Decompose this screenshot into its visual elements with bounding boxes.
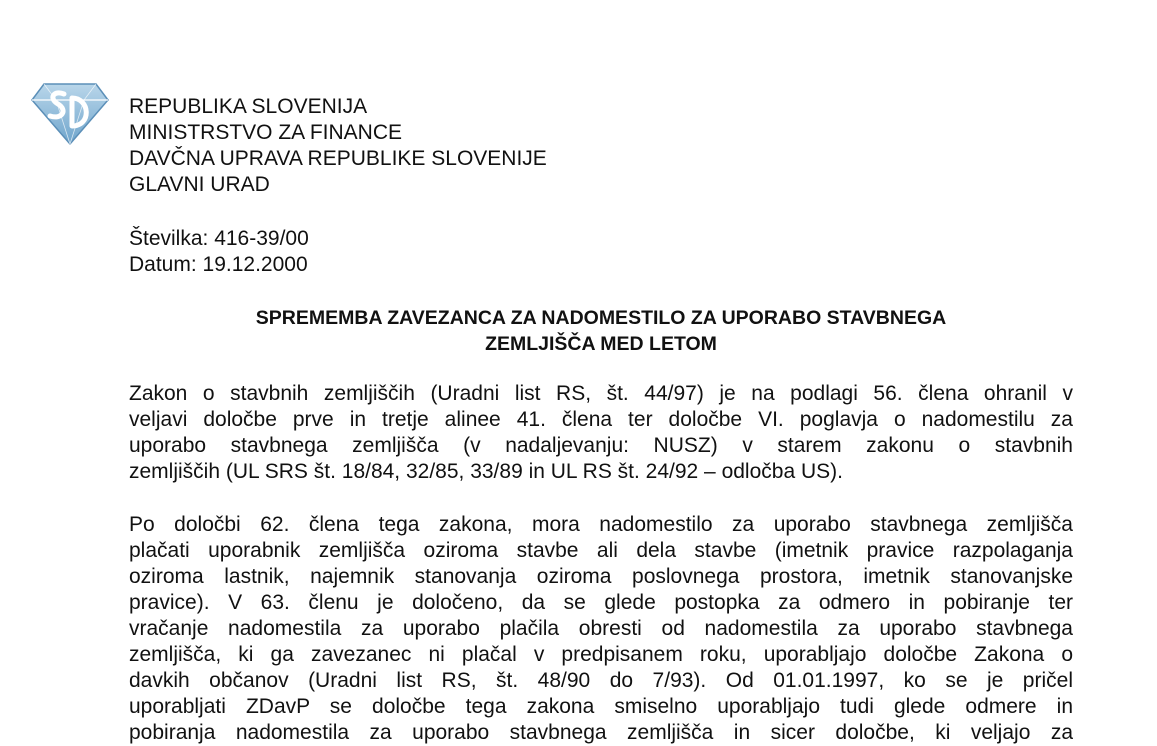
paragraph-line: Po določbi 62. člena tega zakona, mora nadomestilo za uporabo stavbnega zemljišča bbox=[129, 513, 1073, 536]
paragraph-line: uporabljati ZDavP se določbe tega zakona smiselno uporabljajo tudi glede odmere in bbox=[129, 695, 1073, 718]
paragraph-line: uporabo stavbnega zemljišča (v nadaljevanju: NUSZ) v starem zakonu o stavbnih bbox=[129, 434, 1073, 457]
letterhead bbox=[129, 94, 547, 198]
letterhead-line: MINISTRSTVO ZA FINANCE bbox=[129, 121, 403, 144]
letterhead-line: DAVČNA UPRAVA REPUBLIKE SLOVENIJE bbox=[129, 147, 547, 170]
paragraph-line: Zakon o stavbnih zemljiščih (Uradni list RS, št. 44/97) je na podlagi 56. člena ohranil v bbox=[129, 382, 1073, 405]
letterhead-line: REPUBLIKA SLOVENIJA bbox=[129, 95, 368, 118]
paragraph-2 bbox=[129, 512, 1073, 746]
document-meta bbox=[129, 226, 309, 278]
paragraph-line: plačati uporabnik zemljišča oziroma stavbe ali dela stavbe (imetnik pravice razpolaganja bbox=[129, 539, 1073, 562]
document-date: Datum: 19.12.2000 bbox=[129, 253, 308, 276]
paragraph-1 bbox=[129, 381, 1073, 485]
paragraph-line: vračanje nadomestila za uporabo plačila obresti od nadomestila za uporabo stavbnega bbox=[129, 617, 1073, 640]
document-number: Številka: 416-39/00 bbox=[129, 227, 309, 250]
document-title bbox=[129, 305, 1073, 357]
paragraph-line: oziroma lastnik, najemnik stanovanja oziroma poslovnega prostora, imetnik stanovanjske bbox=[129, 565, 1073, 588]
paragraph-line: zemljiščih (UL SRS št. 18/84, 32/85, 33/89 in UL RS št. 24/92 – odločba US). bbox=[129, 460, 843, 483]
duras-logo-emblem bbox=[28, 78, 112, 148]
paragraph-line: veljavi določbe prve in tretje alinee 41. člena ter določbe VI. poglavja o nadomestilu za bbox=[129, 408, 1073, 431]
paragraph-line: pravice). V 63. členu je določeno, da se glede postopka za odmero in pobiranje ter bbox=[129, 591, 1073, 614]
letterhead-line: GLAVNI URAD bbox=[129, 173, 270, 196]
title-line: ZEMLJIŠČA MED LETOM bbox=[485, 333, 717, 355]
title-line: SPREMEMBA ZAVEZANCA ZA NADOMESTILO ZA UPORABO STAVBNEGA bbox=[255, 307, 947, 329]
paragraph-line: davkih občanov (Uradni list RS, št. 48/90 do 7/93). Od 01.01.1997, ko se je pričel bbox=[129, 669, 1073, 692]
paragraph-line: pobiranja nadomestila za uporabo stavbnega zemljišča in sicer določbe, ki veljajo za bbox=[129, 721, 1073, 744]
paragraph-line: zemljišča, ki ga zavezanec ni plačal v predpisanem roku, uporabljajo določbe Zakona o bbox=[129, 643, 1073, 666]
